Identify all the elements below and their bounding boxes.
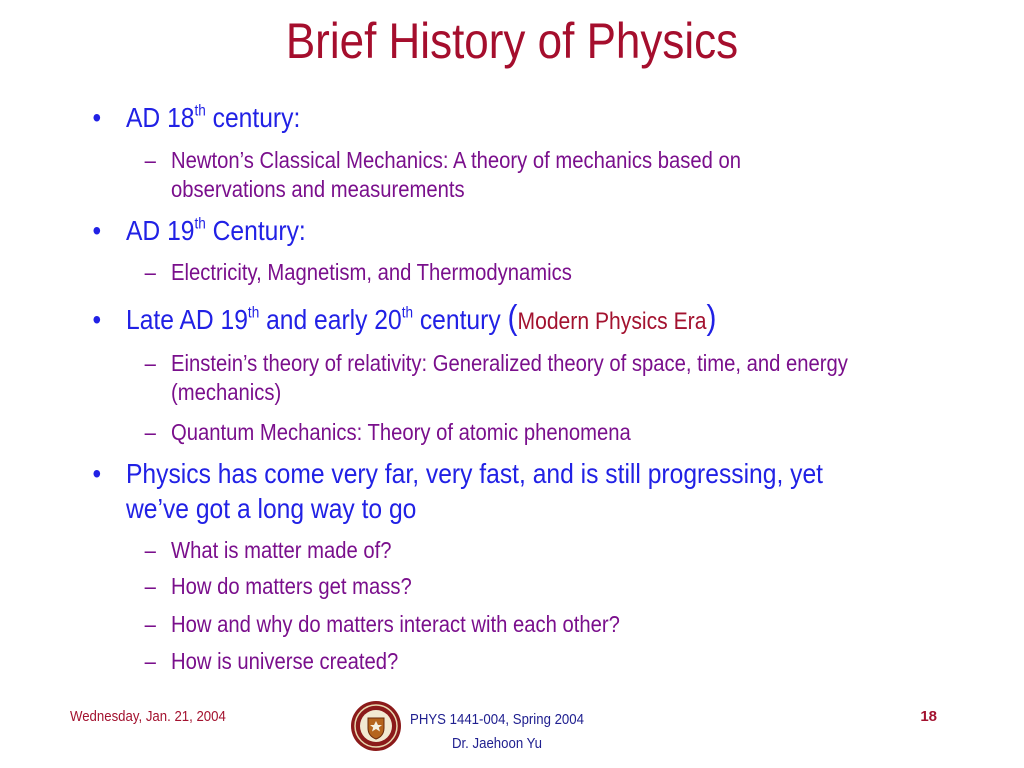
bullet-item bbox=[92, 102, 301, 134]
sub-item bbox=[144, 419, 631, 446]
sub-item-text: How is universe created? bbox=[171, 648, 399, 674]
dash-marker: – bbox=[144, 350, 156, 376]
footer-course bbox=[405, 708, 590, 756]
sub-item bbox=[144, 611, 620, 638]
paren-open: ( bbox=[507, 299, 518, 337]
dash-marker: – bbox=[144, 611, 156, 637]
bullet-marker: • bbox=[92, 304, 102, 335]
sub-item-text: How and why do matters interact with each other? bbox=[171, 611, 620, 637]
bullet-text: century: bbox=[205, 102, 301, 133]
bullet-text: AD 18 bbox=[126, 102, 195, 133]
footer-instructor: Dr. Jaehoon Yu bbox=[451, 735, 543, 752]
dash-marker: – bbox=[144, 419, 156, 445]
sub-item bbox=[144, 350, 848, 377]
bullet-text: we’ve got a long way to go bbox=[126, 493, 417, 524]
superscript: th bbox=[247, 304, 260, 322]
sub-item-text: What is matter made of? bbox=[171, 537, 392, 563]
superscript: th bbox=[194, 102, 206, 120]
bullet-text: Century: bbox=[205, 215, 306, 246]
sub-item-text: (mechanics) bbox=[171, 379, 282, 405]
sub-item-text: Quantum Mechanics: Theory of atomic phenomena bbox=[171, 419, 631, 445]
bullet-item bbox=[92, 458, 824, 490]
dash-marker: – bbox=[144, 537, 156, 563]
slide-number: 18 bbox=[920, 708, 937, 725]
sub-item-text: Newton’s Classical Mechanics: A theory of mechanics based on bbox=[171, 147, 742, 173]
superscript: th bbox=[401, 304, 414, 322]
bullet-marker: • bbox=[92, 458, 102, 489]
modern-physics-era: Modern Physics Era bbox=[517, 308, 707, 335]
dash-marker: – bbox=[144, 259, 156, 285]
footer-course-title: PHYS 1441-004, Spring 2004 bbox=[410, 711, 584, 728]
sub-item-text: How do matters get mass? bbox=[171, 573, 412, 599]
sub-item bbox=[144, 259, 572, 286]
bullet-marker: • bbox=[92, 102, 102, 133]
sub-item-text: Electricity, Magnetism, and Thermodynamics bbox=[171, 259, 572, 285]
sub-item-text: observations and measurements bbox=[171, 176, 465, 202]
dash-marker: – bbox=[144, 648, 156, 674]
bullet-continuation bbox=[126, 493, 416, 525]
dash-marker: – bbox=[144, 147, 156, 173]
university-seal-icon bbox=[350, 700, 402, 752]
superscript: th bbox=[194, 215, 206, 233]
sub-item bbox=[144, 537, 392, 564]
sub-item-continuation bbox=[171, 176, 465, 203]
bullet-text: Physics has come very far, very fast, and is still progressing, yet bbox=[126, 458, 824, 489]
slide-title: Brief History of Physics bbox=[285, 13, 739, 69]
sub-item-text: Einstein’s theory of relativity: Generalized theory of space, time, and energy bbox=[171, 350, 848, 376]
bullet-text: century bbox=[413, 304, 508, 335]
dash-marker: – bbox=[144, 573, 156, 599]
sub-item bbox=[144, 573, 412, 600]
sub-item bbox=[144, 147, 742, 174]
paren-close: ) bbox=[706, 299, 717, 337]
sub-item-continuation bbox=[171, 379, 281, 406]
footer-date: Wednesday, Jan. 21, 2004 bbox=[70, 708, 226, 725]
sub-item bbox=[144, 648, 399, 675]
bullet-text: AD 19 bbox=[126, 215, 195, 246]
bullet-marker: • bbox=[92, 215, 102, 246]
bullet-item bbox=[92, 299, 717, 337]
bullet-text: and early 20 bbox=[259, 304, 402, 335]
bullet-text: Late AD 19 bbox=[126, 304, 248, 335]
bullet-item bbox=[92, 215, 306, 247]
